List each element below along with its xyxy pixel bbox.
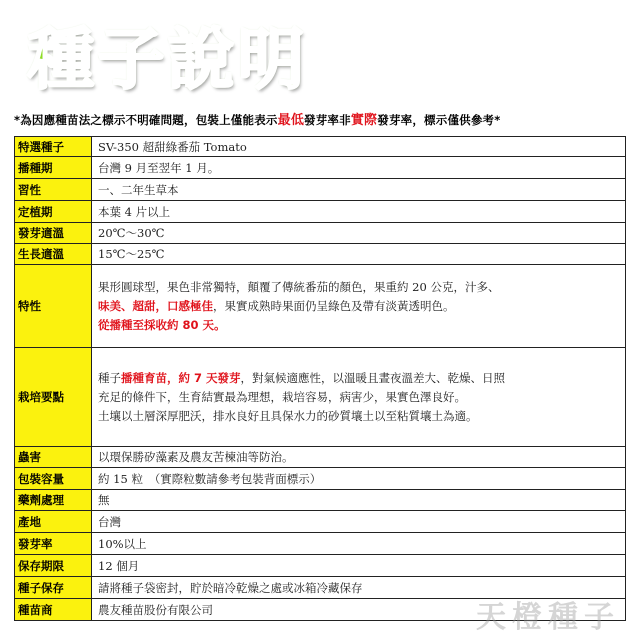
row-label: 定植期	[15, 201, 92, 223]
notice-line	[14, 109, 500, 128]
notice-prefix: *為因應種苗法之標示不明確問題，包裝上僅能表示	[14, 113, 278, 127]
cultivation-highlight-germination: 播種育苗，約 7 天發芽	[121, 370, 241, 385]
row-value: 約 15 粒 （實際粒數請參考包裝背面標示）	[92, 468, 626, 490]
feature-line-1: 果形圓球型，果色非常獨特，顛覆了傳統番茄的顏色，果重約 20 公克，汁多、	[98, 279, 500, 294]
row-label: 蟲害	[15, 447, 92, 468]
table-row	[15, 468, 626, 490]
feature-highlight-harvest: 從播種至採收約 80 天。	[98, 317, 226, 332]
row-value: 以環保勝矽藻素及農友苦楝油等防治。	[92, 447, 626, 468]
table-row	[15, 555, 626, 577]
row-label: 發芽適溫	[15, 223, 92, 244]
table-row-feature	[15, 265, 626, 348]
watermark: 天橙種子	[476, 600, 620, 635]
feature-value	[92, 265, 626, 348]
row-value: 農友種苗股份有限公司	[92, 599, 626, 621]
row-label: 包裝容量	[15, 468, 92, 490]
table-row	[15, 533, 626, 555]
table-row	[15, 447, 626, 468]
row-label: 種苗商	[15, 599, 92, 621]
table-row-cultivation	[15, 348, 626, 447]
row-label: 產地	[15, 511, 92, 533]
notice-mid: 發芽率非	[304, 113, 351, 127]
feature-line-2-rest: ，果實成熟時果面仍呈綠色及帶有淡黃透明色。	[213, 298, 455, 313]
row-value: 12 個月	[92, 555, 626, 577]
cultivation-line-1-pre: 種子	[98, 370, 121, 385]
cultivation-value	[92, 348, 626, 447]
page-title: 種子說明	[28, 21, 308, 98]
cultivation-line-2: 充足的條件下，生育結實最為理想，栽培容易，病害少，果實色澤良好。	[98, 389, 466, 404]
row-value: 請將種子袋密封，貯於暗冷乾燥之處或冰箱冷藏保存	[92, 577, 626, 599]
row-value: SV-350 超甜綠番茄 Tomato	[92, 137, 626, 157]
cultivation-line-1	[98, 369, 619, 388]
table-row	[15, 244, 626, 265]
row-label: 發芽率	[15, 533, 92, 555]
row-value: 20℃～30℃	[92, 223, 626, 244]
table-row	[15, 157, 626, 179]
feature-label: 特性	[15, 265, 92, 348]
row-label: 播種期	[15, 157, 92, 179]
row-value: 無	[92, 490, 626, 511]
notice-highlight-actual: 實際	[350, 113, 378, 128]
row-label: 種子保存	[15, 577, 92, 599]
row-value: 15℃～25℃	[92, 244, 626, 265]
row-value: 台灣 9 月至翌年 1 月。	[92, 157, 626, 179]
row-label: 生長適溫	[15, 244, 92, 265]
row-label: 保存期限	[15, 555, 92, 577]
cultivation-line-3: 土壤以土層深厚肥沃，排水良好且具保水力的砂質壤土以至粘質壤土為適。	[98, 408, 478, 423]
row-value: 本葉 4 片以上	[92, 201, 626, 223]
table-row	[15, 179, 626, 201]
row-label: 特選種子	[15, 137, 92, 157]
feature-line-2	[98, 297, 619, 316]
table-row	[15, 490, 626, 511]
seed-spec-table	[14, 136, 626, 621]
table-row	[15, 223, 626, 244]
row-value: 10%以上	[92, 533, 626, 555]
notice-highlight-lowest: 最低	[277, 113, 305, 128]
row-label: 習性	[15, 179, 92, 201]
cultivation-line-1-rest: ，對氣候適應性，以溫暖且晝夜溫差大、乾燥、日照	[240, 370, 506, 385]
row-value: 台灣	[92, 511, 626, 533]
notice-suffix: 發芽率，標示僅供參考*	[377, 113, 501, 127]
table-row	[15, 137, 626, 157]
table-row	[15, 511, 626, 533]
feature-highlight-taste: 味美、超甜，口感極佳	[98, 298, 213, 313]
row-label: 藥劑處理	[15, 490, 92, 511]
table-row	[15, 201, 626, 223]
cultivation-label: 栽培要點	[15, 348, 92, 447]
row-value: 一、二年生草本	[92, 179, 626, 201]
